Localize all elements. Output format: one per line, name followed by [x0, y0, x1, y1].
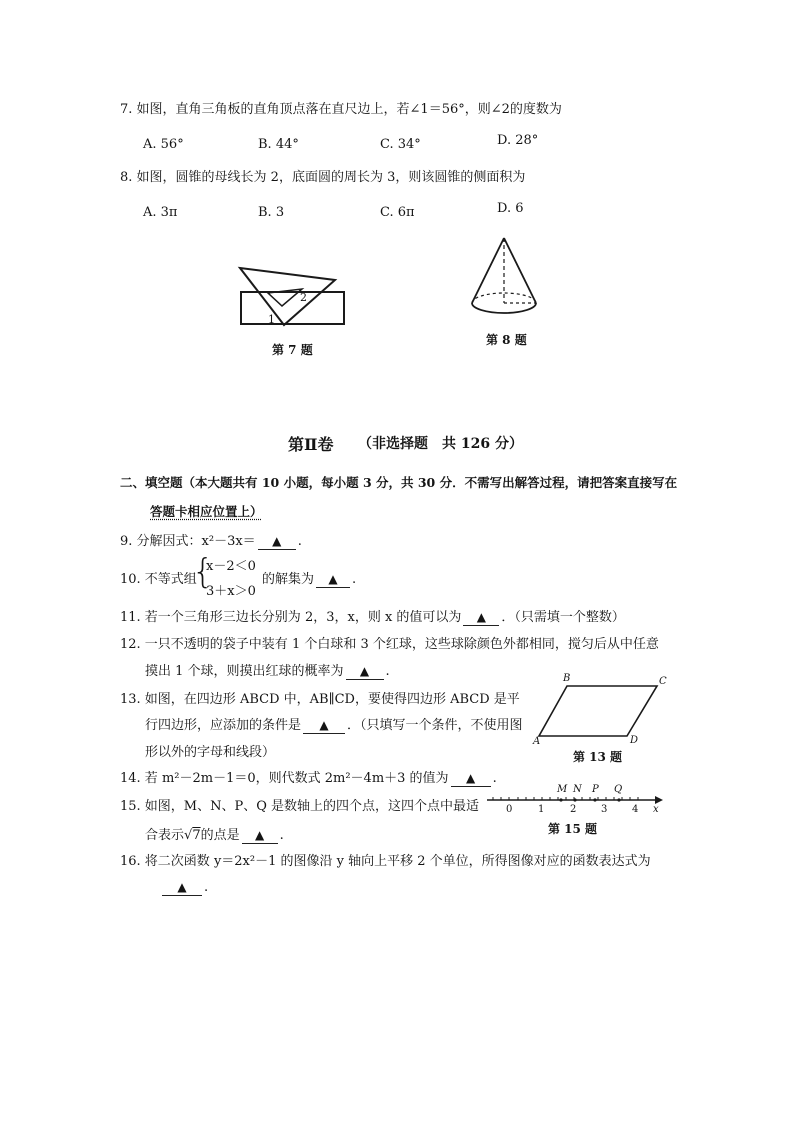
q10-prefix: 10. 不等式组: [120, 572, 197, 587]
question-11: [120, 606, 625, 626]
tick-label-3: 3: [601, 804, 608, 815]
tick-label-0: 0: [506, 804, 513, 815]
tick-label-2: 2: [570, 804, 577, 815]
q8-option-c: C. 6π: [380, 205, 415, 220]
vertex-b-label: B: [563, 673, 571, 684]
question-13-line2: [145, 714, 523, 734]
q7-option-d: D. 28°: [497, 133, 539, 148]
q8-option-d: D. 6: [497, 201, 524, 216]
point-q-label: Q: [614, 784, 623, 795]
answer-triangle-icon: ▲: [254, 828, 265, 842]
fill-in-heading-line1: 二、填空题（本大题共有 10 小题，每小题 3 分，共 30 分．不需写出解答过程，请把答案直接写在: [120, 475, 678, 490]
answer-triangle-icon: ▲: [359, 664, 370, 678]
q13-answer-blank[interactable]: [303, 718, 345, 734]
q10-inequality-2: 3＋x＞0: [206, 584, 256, 599]
set-square-outer: [240, 268, 335, 325]
q8-option-b: B. 3: [258, 205, 285, 220]
q10-answer-blank[interactable]: [316, 572, 350, 588]
q10-period: .: [352, 572, 357, 587]
q10-brace: {: [192, 552, 214, 592]
tick-label-4: 4: [632, 804, 639, 815]
q14-text: 14. 若 m²－2m－1＝0，则代数式 2m²－4m＋3 的值为: [120, 771, 449, 786]
q12-period: .: [385, 664, 390, 679]
q9-period: .: [297, 534, 302, 549]
section-subtitle: （非选择题 共 126 分）: [358, 436, 523, 452]
q16-answer-blank[interactable]: [162, 880, 202, 896]
fill-in-heading-line2: 答题卡相应位置上）: [150, 504, 263, 519]
figure-15-caption: 第 15 题: [548, 822, 598, 836]
question-7-text: 7. 如图，直角三角板的直角顶点落在直尺边上，若∠1＝56°，则∠2的度数为: [120, 102, 562, 117]
question-10-tail: [262, 568, 356, 588]
figure-13-parallelogram: [535, 678, 665, 748]
q9-answer-blank[interactable]: [258, 534, 296, 550]
q12-line1: 12. 一只不透明的袋子中装有 1 个白球和 3 个红球，这些球除颜色外都相同，搅匀后从中任意: [120, 637, 659, 652]
q16-period: .: [204, 880, 209, 895]
q10-middle-text: 的解集为: [262, 572, 315, 587]
answer-triangle-icon: ▲: [319, 718, 329, 732]
q15-period: .: [279, 828, 284, 843]
q15-line1: 15. 如图，M、N、P、Q 是数轴上的四个点，这四个点中最适: [120, 799, 480, 814]
answer-triangle-icon: ▲: [465, 771, 476, 785]
q9-text: 9. 分解因式：x²－3x＝: [120, 534, 256, 549]
question-16-line2: [160, 880, 208, 896]
question-15-line2: [145, 824, 284, 844]
section-title: 第Ⅱ卷: [288, 435, 334, 454]
point-m-label: M: [557, 784, 568, 795]
q15-line2-text: 合表示: [145, 828, 185, 843]
answer-triangle-icon: ▲: [177, 880, 187, 894]
q7-option-a: A. 56°: [143, 137, 184, 152]
question-8-text: 8. 如图，圆锥的母线长为 2，底面圆的周长为 3，则该圆锥的侧面积为: [120, 170, 526, 185]
vertex-c-label: C: [659, 676, 667, 687]
figure-7-diagram: [230, 255, 360, 335]
q11-text: 11. 若一个三角形三边长分别为 2，3，x，则 x 的值可以为: [120, 610, 462, 625]
angle-1-label: 1: [268, 313, 275, 326]
figure-7-caption: 第 7 题: [272, 343, 313, 357]
question-14: [120, 767, 497, 787]
q8-option-a: A. 3π: [143, 205, 178, 220]
vertex-a-label: A: [533, 736, 541, 747]
q11-note: ．（只需填一个整数）: [501, 610, 625, 625]
q10-inequality-1: x－2＜0: [206, 559, 256, 574]
q12-answer-blank[interactable]: [346, 664, 384, 680]
figure-13-caption: 第 13 题: [573, 750, 623, 764]
answer-triangle-icon: ▲: [476, 610, 487, 624]
sqrt-symbol: √: [184, 828, 193, 843]
answer-triangle-icon: ▲: [272, 534, 282, 548]
point-n-label: N: [573, 784, 582, 795]
q11-answer-blank[interactable]: [463, 610, 499, 626]
q13-line3: 形以外的字母和线段）: [145, 745, 276, 760]
sqrt-radicand: 7: [192, 828, 201, 843]
question-9: [120, 530, 302, 550]
q16-line1: 16. 将二次函数 y＝2x²－1 的图像沿 y 轴向上平移 2 个单位，所得图像对应的函数表达式为: [120, 854, 651, 869]
q13-line2-note: ．（只填写一个条件，不使用图: [347, 718, 523, 733]
figure-8-cone: [468, 235, 548, 325]
q12-line2-text: 摸出 1 个球，则摸出红球的概率为: [145, 664, 344, 679]
q14-period: .: [492, 771, 497, 786]
question-12-line2: [145, 660, 390, 680]
vertex-d-label: D: [630, 735, 639, 746]
figure-8-caption: 第 8 题: [486, 333, 527, 347]
q13-line1: 13. 如图，在四边形 ABCD 中，AB∥CD，要使得四边形 ABCD 是平: [120, 692, 520, 707]
tick-label-1: 1: [538, 804, 545, 815]
q7-option-c: C. 34°: [380, 137, 421, 152]
angle-2-label: 2: [300, 291, 307, 304]
sqrt-7: [184, 828, 201, 843]
q13-line2-text: 行四边形，应添加的条件是: [145, 718, 302, 733]
q15-line2-mid: 的点是: [200, 828, 240, 843]
q15-answer-blank[interactable]: [242, 828, 278, 844]
answer-triangle-icon: ▲: [328, 572, 338, 586]
axis-x-label: x: [653, 804, 659, 815]
q7-option-b: B. 44°: [258, 137, 299, 152]
point-p-label: P: [592, 784, 599, 795]
